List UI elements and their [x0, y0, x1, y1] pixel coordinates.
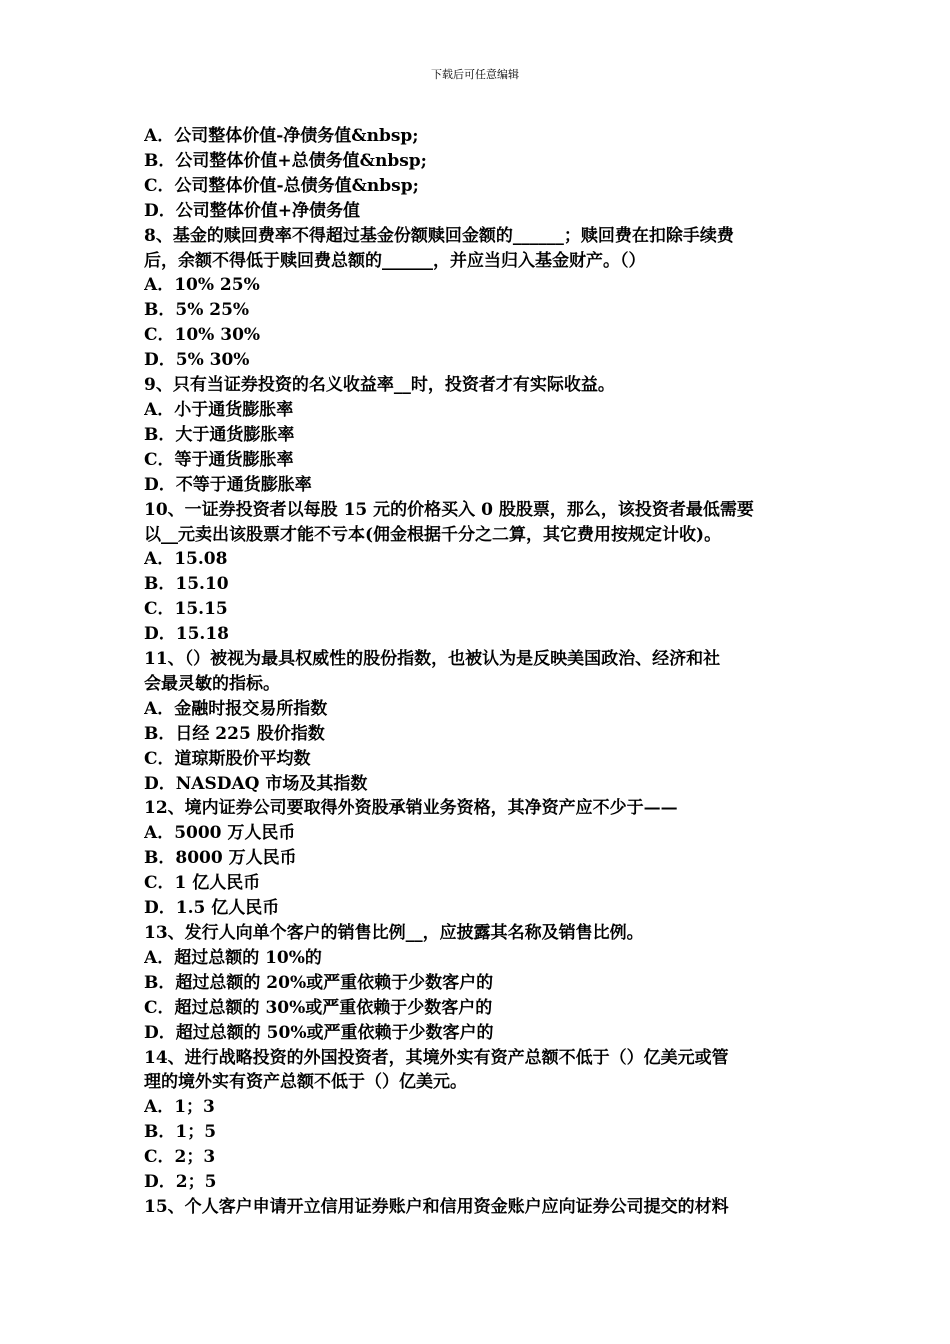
question-10 — [144, 498, 808, 647]
option-a: A．15.08 — [144, 549, 228, 570]
option-c: C．1 亿人民币 — [144, 873, 261, 894]
question-text-line: 9、只有当证券投资的名义收益率__时，投资者才有实际收益。 — [144, 375, 615, 396]
question-text-line: 14、进行战略投资的外国投资者，其境外实有资产总额不低于（）亿美元或管 — [144, 1047, 729, 1068]
page-header: 下载后可任意编辑 — [431, 68, 519, 81]
option-c: C．2；3 — [144, 1147, 216, 1168]
question-12 — [144, 796, 808, 921]
question-14 — [144, 1046, 808, 1195]
option-d: D．不等于通货膨胀率 — [144, 474, 312, 495]
question-15 — [144, 1195, 808, 1220]
option-d: D．超过总额的 50%或严重依赖于少数客户的 — [144, 1022, 494, 1043]
option-a: A．1；3 — [144, 1097, 215, 1118]
option-d: D．公司整体价值+净债务值 — [144, 200, 360, 221]
option-a: A．公司整体价值-净债务值&nbsp; — [144, 126, 419, 146]
option-c: C．公司整体价值-总债务值&nbsp; — [144, 175, 419, 196]
option-b: B．超过总额的 20%或严重依赖于少数客户的 — [144, 972, 494, 993]
question-9 — [144, 373, 808, 498]
option-b: B．5% 25% — [144, 300, 250, 321]
document-body — [144, 124, 808, 1220]
option-c: C．超过总额的 30%或严重依赖于少数客户的 — [144, 997, 493, 1018]
question-text-line: 15、个人客户申请开立信用证券账户和信用资金账户应向证券公司提交的材料 — [144, 1196, 729, 1217]
question-text-line: 后，余额不得低于赎回费总额的______，并应当归入基金财产。（） — [144, 250, 646, 271]
option-a: A．超过总额的 10%的 — [144, 947, 322, 968]
option-a: A．10% 25% — [144, 275, 260, 296]
question-text-line: 13、发行人向单个客户的销售比例__，应披露其名称及销售比例。 — [144, 923, 644, 943]
option-c: C．15.15 — [144, 599, 228, 620]
option-d: D．1.5 亿人民币 — [144, 898, 280, 919]
option-d: D．15.18 — [144, 624, 229, 645]
question-13 — [144, 921, 808, 1046]
question-8 — [144, 224, 808, 373]
option-b: B．8000 万人民币 — [144, 848, 297, 869]
option-d: D．NASDAQ 市场及其指数 — [144, 773, 368, 794]
option-b: B．公司整体价值+总债务值&nbsp; — [144, 150, 427, 171]
question-text-line: 理的境外实有资产总额不低于（）亿美元。 — [144, 1072, 467, 1093]
option-a: A．小于通货膨胀率 — [144, 399, 294, 420]
option-d: D．5% 30% — [144, 350, 250, 371]
option-b: B．1；5 — [144, 1122, 217, 1143]
question-text-line: 11、（）被视为最具权威性的股份指数，也被认为是反映美国政治、经济和社 — [144, 649, 721, 670]
question-text-line: 8、基金的赎回费率不得超过基金份额赎回金额的______；赎回费在扣除手续费 — [144, 225, 734, 246]
option-a: A．5000 万人民币 — [144, 823, 296, 844]
option-b: B．日经 225 股价指数 — [144, 723, 325, 744]
option-a: A．金融时报交易所指数 — [144, 698, 328, 719]
question-text-line: 会最灵敏的指标。 — [144, 673, 280, 694]
option-c: C．道琼斯股价平均数 — [144, 748, 311, 769]
option-b: B．15.10 — [144, 574, 229, 595]
option-d: D．2；5 — [144, 1172, 217, 1193]
question-11 — [144, 647, 808, 796]
question-text-line: 10、一证券投资者以每股 15 元的价格买入 0 股股票，那么，该投资者最低需要 — [144, 499, 754, 520]
question-text-line: 以__元卖出该股票才能不亏本(佣金根据千分之二算，其它费用按规定计收)。 — [144, 524, 722, 545]
question-text-line: 12、境内证券公司要取得外资股承销业务资格，其净资产应不少于—— — [144, 798, 678, 819]
leading-options — [144, 124, 808, 224]
option-b: B．大于通货膨胀率 — [144, 424, 295, 445]
option-c: C．等于通货膨胀率 — [144, 449, 294, 470]
option-c: C．10% 30% — [144, 325, 261, 346]
